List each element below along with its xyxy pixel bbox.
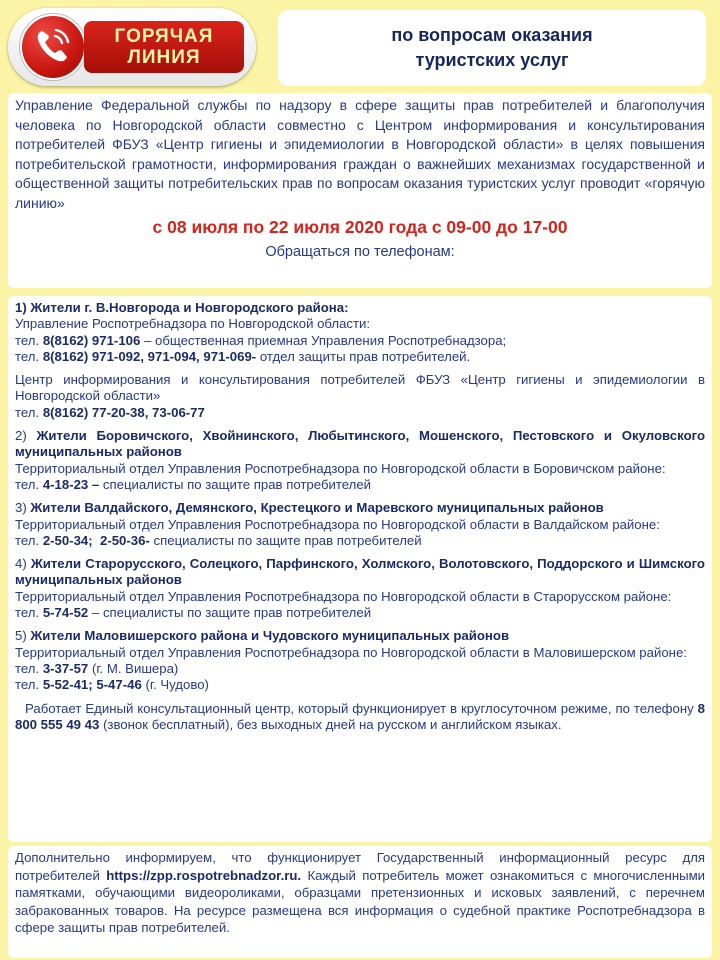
tel-prefix: тел.: [15, 677, 43, 693]
phone-icon: [20, 14, 86, 80]
section-2-tel: [15, 477, 705, 493]
tel-prefix: тел.: [15, 476, 43, 492]
center-info: [15, 701, 705, 734]
tel-prefix: тел.: [15, 532, 43, 548]
section-4-heading: Жители Старорусского, Солецкого, Парфинского, Холмского, Волотовского, Поддорского и Шимского муниципальных районов: [15, 556, 705, 588]
badge-line-2: ЛИНИЯ: [127, 47, 201, 68]
footer-after: Каждый потребитель может ознакомиться с многочисленными памятками, обучающими видеороликами, образцами претензионных и исковых заявлений, с перечнем забракованных товаров. На ресурсе размещена вся информация о судебной практике Роспотребнадзора в сфере защиты прав потребителей.: [15, 867, 706, 935]
title-line-2: туристских услуг: [415, 50, 569, 70]
phone-number: 5-74-52: [42, 605, 89, 621]
center-description: Центр информирования и консультирования потребителей ФБУЗ «Центр гигиены и эпидемиологии в Новгородской области»: [15, 372, 705, 404]
phone-number: 5-52-41; 5-47-46: [42, 677, 142, 693]
tel-prefix: тел.: [15, 605, 43, 621]
footer-text: [15, 849, 705, 937]
section-4: [15, 556, 705, 621]
center-info-before: Работает Единый консультационный центр, который функционирует в круглосуточном режиме, по телефону: [25, 700, 698, 716]
section-4-org: Территориальный отдел Управления Роспотребнадзора по Новгородской области в Старорусском районе:: [15, 588, 672, 604]
tel-prefix: тел.: [15, 332, 43, 348]
phone-description: – специалисты по защите прав потребителей: [88, 605, 372, 621]
section-4-num: 4): [15, 556, 31, 572]
section-1-tel-1: [15, 333, 705, 349]
section-5: [15, 628, 705, 693]
title-line-1: по вопросам оказания: [391, 25, 593, 45]
section-1-heading: 1) Жители г. В.Новгорода и Новгородского района:: [15, 300, 349, 315]
contacts-panel: [8, 296, 712, 842]
hotline-dates: с 08 июля по 22 июля 2020 года с 09-00 до 17-00: [152, 216, 568, 237]
hotline-label: [84, 21, 244, 73]
section-3-heading: Жители Валдайского, Демянского, Крестецкого и Маревского муниципальных районов: [30, 500, 604, 516]
phone-number: 2-50-36-: [100, 532, 150, 548]
resource-link[interactable]: https://zpp.rospotrebnadzor.ru.: [106, 867, 302, 883]
phone-description: специалисты по защите прав потребителей: [149, 532, 422, 548]
tel-prefix: тел.: [15, 404, 43, 420]
phone-description: специалисты по защите прав потребителей: [99, 476, 372, 492]
phone-number: 8(8162) 971-092, 971-094, 971-069-: [42, 348, 257, 364]
footer-before: Дополнительно информируем, что функционирует Государственный информационный ресурс для потребителей: [15, 850, 705, 883]
section-2-heading: Жители Боровичского, Хвойнинского, Любытинского, Мошенского, Пестовского и Окуловского муниципальных районов: [15, 428, 706, 460]
section-3-tel: [15, 533, 705, 549]
phone-number: 2-50-34;: [42, 532, 93, 548]
badge-line-1: ГОРЯЧАЯ: [114, 26, 214, 47]
section-2-num: 2): [15, 428, 37, 444]
section-3: [15, 500, 705, 549]
center-phone-number: 8 800 555 49 43: [15, 700, 705, 732]
section-4-tel: [15, 605, 705, 621]
section-2-org: Территориальный отдел Управления Роспотребнадзора по Новгородской области в Боровичском районе:: [15, 460, 666, 476]
section-5-tel-2: [15, 677, 705, 693]
section-2: [15, 428, 705, 493]
section-5-num: 5): [15, 628, 31, 644]
section-5-heading: Жители Маловишерского района и Чудовского муниципальных районов: [30, 628, 510, 644]
center-info-after: (звонок бесплатный), без выходных дней на русском и английском языках.: [99, 716, 562, 732]
phone-description: – общественная приемная Управления Роспотребнадзора;: [140, 332, 507, 348]
tel-prefix: тел.: [15, 660, 43, 676]
tel-prefix: тел.: [15, 348, 43, 364]
phone-description: отдел защиты прав потребителей.: [256, 348, 471, 364]
phone-description: (г. М. Вишера): [88, 660, 179, 676]
phone-number: 8(8162) 77-20-38, 73-06-77: [42, 404, 205, 420]
page-title: [278, 10, 706, 86]
section-5-org: Территориальный отдел Управления Роспотребнадзора по Новгородской области в Маловишерском районе:: [15, 644, 687, 660]
hotline-badge: [8, 8, 256, 86]
footer-panel: [8, 846, 712, 958]
phone-number: 3-37-57: [42, 660, 89, 676]
contact-label: Обращаться по телефонам:: [265, 243, 455, 260]
section-3-num: 3): [15, 500, 31, 516]
header: [0, 0, 720, 95]
phone-description: (г. Чудово): [141, 677, 209, 693]
section-1-center: [15, 372, 705, 421]
intro-text: Управление Федеральной службы по надзору в сфере защиты прав потребителей и благополучия человека по Новгородской области совместно с Центром информирования и консультирования потребителей ФБУЗ «Центр гигиены и эпидемиологии в Новгородской области» в целях повышения потребительской грамотности, информирования граждан о важнейших механизмах государственной и общественной защиты потребительских прав по вопросам оказания туристских услуг проводит «горячую линию»: [15, 97, 705, 211]
section-1-org: Управление Роспотребнадзора по Новгородской области:: [15, 316, 371, 332]
section-1-tel-3: [15, 405, 705, 421]
intro-panel: [8, 93, 712, 288]
section-3-org: Территориальный отдел Управления Роспотребнадзора по Новгородской области в Валдайском районе:: [15, 516, 660, 532]
phone-number: 4-18-23 –: [42, 476, 100, 492]
section-5-tel-1: [15, 661, 705, 677]
section-1-tel-2: [15, 349, 705, 365]
section-1: [15, 300, 705, 365]
phone-number: 8(8162) 971-106: [42, 332, 141, 348]
